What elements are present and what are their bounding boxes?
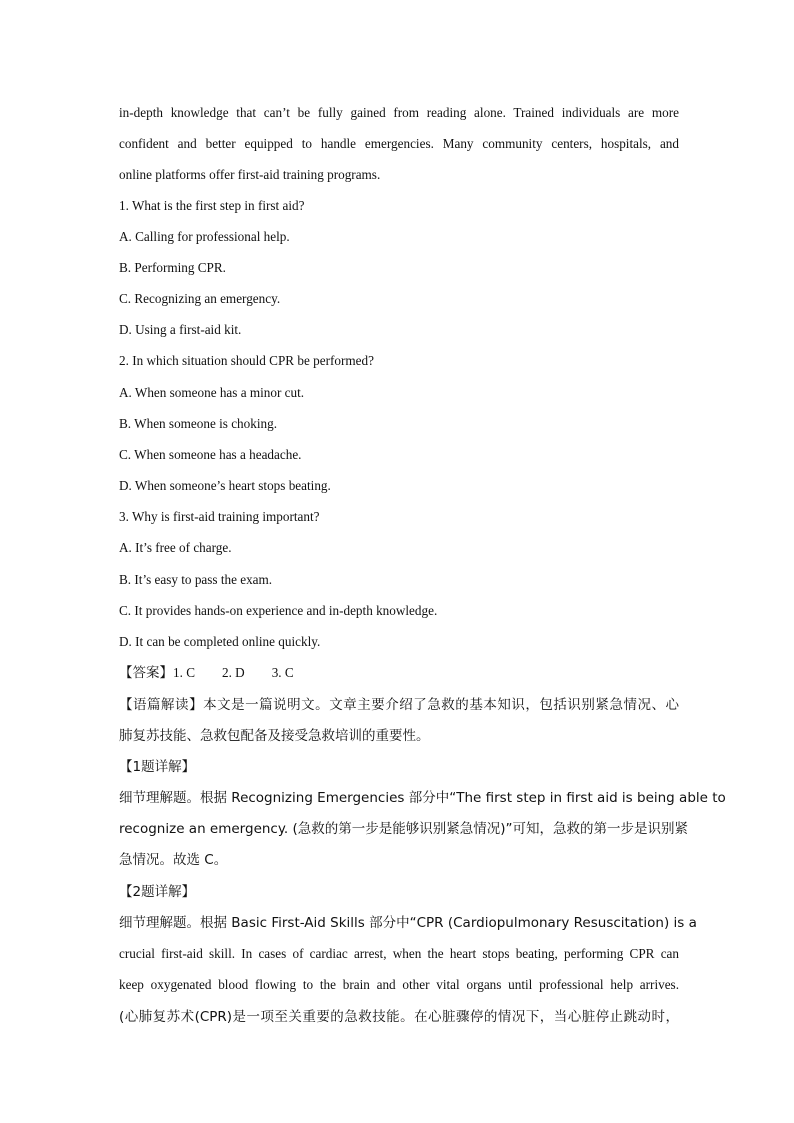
question-stem: 2. In which situation should CPR be performed? [119, 353, 374, 368]
answer-item: 1. C [173, 665, 195, 680]
question-option: D. It can be completed online quickly. [119, 634, 321, 649]
question-option: C. Recognizing an emergency. [119, 291, 281, 306]
explanation-line: 细节理解题。根据 Basic First-Aid Skills 部分中“CPR (Cardiopulmonary Resuscitation) is a [119, 915, 697, 931]
answer-item: 2. D [221, 665, 245, 680]
explanation-line: 急情况。故选 C。 [119, 852, 228, 868]
answer-item: 3. C [271, 665, 294, 680]
question-option: B. When someone is choking. [119, 416, 277, 431]
question-option: B. Performing CPR. [119, 260, 226, 275]
analysis-line: 肺复苏技能、急救包配备及接受急救培训的重要性。 [119, 728, 430, 744]
explanation-line: (心肺复苏术(CPR)是一项至关重要的急救技能。在心脏骤停的情况下，当心脏停止跳动时， [119, 1009, 679, 1025]
answer-label: 【答案】 [119, 665, 173, 681]
passage-line: in-depth knowledge that can’t be fully gained from reading alone. Trained individuals are more [119, 105, 679, 120]
explanation-line: recognize an emergency. (急救的第一步是能够识别紧急情况)”可知，急救的第一步是识别紧 [119, 821, 689, 837]
explanation-line: keep oxygenated blood flowing to the brain and other vital organs until professional help arrives. [119, 977, 679, 992]
question-option: D. Using a first-aid kit. [119, 322, 242, 337]
question-option: C. It provides hands-on experience and in-depth knowledge. [119, 603, 438, 618]
explanation-line: crucial first-aid skill. In cases of cardiac arrest, when the heart stops beating, performing CPR can [119, 946, 679, 961]
question-stem: 1. What is the first step in first aid? [119, 198, 305, 213]
passage-line: online platforms offer first-aid training programs. [119, 167, 381, 182]
question-option: C. When someone has a headache. [119, 447, 302, 462]
analysis-line: 【语篇解读】本文是一篇说明文。文章主要介绍了急救的基本知识，包括识别紧急情况、心 [119, 697, 679, 713]
answer-line [119, 665, 679, 681]
question-option: A. It’s free of charge. [119, 540, 232, 555]
passage-line: confident and better equipped to handle emergencies. Many community centers, hospitals, and [119, 136, 679, 151]
question-option: B. It’s easy to pass the exam. [119, 572, 273, 587]
question-option: A. Calling for professional help. [119, 229, 290, 244]
question-stem: 3. Why is first-aid training important? [119, 509, 320, 524]
question-option: D. When someone’s heart stops beating. [119, 478, 331, 493]
explanation-line: 细节理解题。根据 Recognizing Emergencies 部分中“The first step in first aid is being able to [119, 790, 726, 806]
explanation-heading: 【2题详解】 [119, 884, 196, 900]
question-option: A. When someone has a minor cut. [119, 385, 305, 400]
explanation-heading: 【1题详解】 [119, 759, 196, 775]
